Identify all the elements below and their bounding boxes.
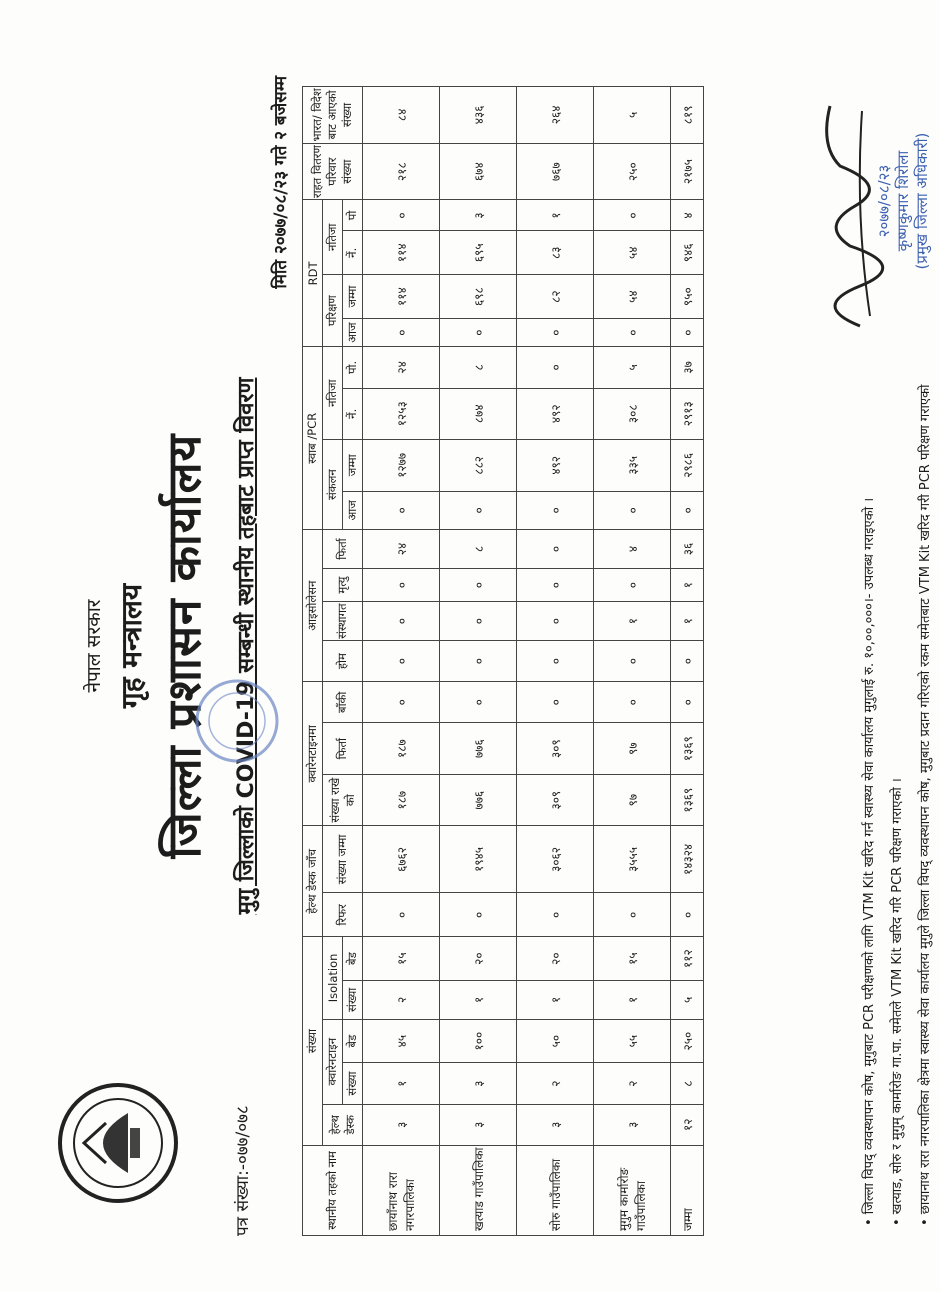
header-today: आज xyxy=(343,491,363,530)
cell-abroad: ८१९ xyxy=(671,87,704,144)
cell-name: मुगुम कार्मारोङ गाउँपालिका xyxy=(594,1145,671,1235)
header-remaining: बाँकी xyxy=(323,682,363,723)
cell-relief: ६७४ xyxy=(440,143,517,200)
table-row xyxy=(363,87,440,1236)
header-isolation: Isolation xyxy=(323,937,343,1019)
cell-rtotal: ५४ xyxy=(594,275,671,319)
government-name: नेपाल सरकार xyxy=(83,599,105,693)
cell-rem: ० xyxy=(440,682,517,723)
header-total: जम्मा xyxy=(343,440,363,492)
cell-today: ० xyxy=(517,491,594,530)
cell-home: ० xyxy=(671,640,704,681)
letter-number: पत्र संख्या:-०७७/०७८ xyxy=(233,1105,253,1236)
cell-ref: ० xyxy=(363,893,440,937)
cell-hd: ३ xyxy=(440,1104,517,1145)
cell-rneg: ९४६ xyxy=(671,231,704,275)
cell-rneg: ५४ xyxy=(594,231,671,275)
header-referred: रिफर xyxy=(323,893,363,937)
rotated-document xyxy=(40,56,933,1236)
cell-inst: ० xyxy=(363,602,440,641)
cell-today: ० xyxy=(363,491,440,530)
cell-ret2: ४ xyxy=(594,530,671,569)
note-item: • छायानाथ रारा नगरपालिका क्षेत्रमा स्वास्थ्य सेवा कार्यालय मुगुले जिल्ला विपद् व्यवस्थापन कोष, मुगुबाट प्रदान गरिएको रकम समेतबाट VTM Kit खरिद गरी PCR परिक्षण गराएको xyxy=(912,76,940,1226)
ministry-name: गृह मन्त्रालय xyxy=(115,583,148,709)
header-local: स्थानीय तहको नाम xyxy=(303,1145,363,1235)
cell-relief: २५० xyxy=(594,143,671,200)
cell-hdtotal: ६७६२ xyxy=(363,826,440,893)
cell-relief: २१७५ xyxy=(671,143,704,200)
note-item: • जिल्ला विपद् व्यवस्थापन कोष, मुगुबाट PCR परीक्षणको लागि VTM Kit खरिद गर्न स्वास्थ्य सेवा कार्यालय मुगुलाई रु. १०,००,०००।- उपलब्ध गराइएको । xyxy=(856,76,884,1226)
cell-isobed: २० xyxy=(517,937,594,981)
header-bed: बेड xyxy=(343,1019,363,1063)
header-rdt-today: आज xyxy=(343,318,363,346)
cell-hd: ३ xyxy=(594,1104,671,1145)
cell-rtoday: ० xyxy=(671,318,704,346)
cell-total: ३३५ xyxy=(594,440,671,492)
cell-today: ० xyxy=(671,491,704,530)
cell-rpos: ३ xyxy=(440,200,517,231)
cell-hdtotal: १४३२४ xyxy=(671,826,704,893)
cell-today: ० xyxy=(594,491,671,530)
cell-qbed: ५० xyxy=(517,1019,594,1063)
header-result: नतिजा xyxy=(323,347,343,440)
cell-today: ० xyxy=(440,491,517,530)
cell-ref: ० xyxy=(594,893,671,937)
cell-neg: ३०८ xyxy=(594,388,671,440)
cell-rem: ० xyxy=(671,682,704,723)
cell-iso: १ xyxy=(517,981,594,1020)
header-quarantine: क्वारेनटाइन xyxy=(323,1019,343,1104)
cell-q: २ xyxy=(594,1063,671,1104)
cell-neg: ४९२ xyxy=(517,388,594,440)
cell-q: ३ xyxy=(440,1063,517,1104)
cell-ret2: २४ xyxy=(363,530,440,569)
header-pcr: स्वाब /PCR xyxy=(303,347,323,530)
header-collection: संकलन xyxy=(323,440,343,530)
signature-title: (प्रमुख जिल्ला अधिकारी) xyxy=(913,132,931,270)
cell-death: ० xyxy=(363,568,440,601)
cell-iso: १ xyxy=(440,981,517,1020)
cell-hdtotal: १९४५ xyxy=(440,826,517,893)
cell-total: ४९२ xyxy=(517,440,594,492)
header-kept: संख्या राखे को xyxy=(323,774,363,826)
signature-block xyxy=(875,76,932,326)
cell-inst: १ xyxy=(594,602,671,641)
report-date: मिति २०७७/०८/२३ गते २ बजेसम्म xyxy=(271,76,291,289)
cell-home: ० xyxy=(517,640,594,681)
note-item: • खत्याड, सोरु र मुगुम् कार्मारोङ गा.पा. समेतले VTM Kit खरिद गरि PCR परिक्षण गराएको । xyxy=(884,76,912,1226)
cell-rtoday: ० xyxy=(594,318,671,346)
cell-rem: ० xyxy=(363,682,440,723)
cell-qbed: ४५ xyxy=(363,1019,440,1063)
cell-rneg: ६९५ xyxy=(440,231,517,275)
cell-death: १ xyxy=(671,568,704,601)
office-name: जिल्ला प्रशासन कार्यालय xyxy=(157,433,211,859)
header-health-desk: हेल्थ डेस्क xyxy=(323,1104,363,1145)
cell-rpos: ० xyxy=(363,200,440,231)
header-returned2: फिर्ता xyxy=(323,530,363,569)
cell-abroad: ५ xyxy=(594,87,671,144)
cell-relief: ७६७ xyxy=(517,143,594,200)
cell-death: ० xyxy=(440,568,517,601)
cell-home: ० xyxy=(594,640,671,681)
cell-iso: २ xyxy=(363,981,440,1020)
cell-rpos: ४ xyxy=(671,200,704,231)
cell-ret: १८७ xyxy=(363,723,440,775)
header-abroad: भारत/ विदेश बाट आएको संख्या xyxy=(303,87,363,144)
cell-total: २९८६ xyxy=(671,440,704,492)
table-row xyxy=(517,87,594,1236)
cell-abroad: ८४ xyxy=(363,87,440,144)
cell-hdtotal: ३०६२ xyxy=(517,826,594,893)
cell-inst: ० xyxy=(517,602,594,641)
cell-kept: ७७६ xyxy=(440,774,517,826)
table-row xyxy=(671,87,704,1236)
cell-hd: १२ xyxy=(671,1104,704,1145)
cell-ret: १३६९ xyxy=(671,723,704,775)
cell-ref: ० xyxy=(517,893,594,937)
table-body xyxy=(363,87,704,1236)
header-relief: राहत वितरण परिवार संख्या xyxy=(303,143,363,200)
cell-total: ८८२ xyxy=(440,440,517,492)
cell-kept: १३६९ xyxy=(671,774,704,826)
table-row xyxy=(594,87,671,1236)
office-stamp-icon xyxy=(192,676,282,766)
cell-ret2: ० xyxy=(517,530,594,569)
signature-name: कृष्णकुमार शिरोला xyxy=(894,150,912,252)
cell-isobed: ११२ xyxy=(671,937,704,981)
header-iso-bed: बेड xyxy=(343,937,363,981)
cell-neg: २९१३ xyxy=(671,388,704,440)
cell-q: १ xyxy=(363,1063,440,1104)
header-negative: नें. xyxy=(343,388,363,440)
cell-kept: ९७ xyxy=(594,774,671,826)
header-rdt-neg: नें. xyxy=(343,231,363,275)
header-home: होम xyxy=(323,640,363,681)
cell-iso: १ xyxy=(594,981,671,1020)
cell-rtotal: ९५० xyxy=(671,275,704,319)
cell-ref: ० xyxy=(440,893,517,937)
cell-iso: ५ xyxy=(671,981,704,1020)
cell-kept: १८७ xyxy=(363,774,440,826)
header-iso-count: संख्या xyxy=(343,981,363,1020)
cell-rtoday: ० xyxy=(440,318,517,346)
header-q-section: क्वारेनटाइनमा xyxy=(303,682,323,826)
cell-rneg: ११४ xyxy=(363,231,440,275)
cell-abroad: ४३६ xyxy=(440,87,517,144)
header-rdt: RDT xyxy=(303,200,323,347)
cell-isobed: २० xyxy=(440,937,517,981)
header-rdt-result: नतिजा xyxy=(323,200,343,275)
header-q-count: संख्या xyxy=(343,1063,363,1104)
cell-ref: ० xyxy=(671,893,704,937)
cell-pos: २४ xyxy=(363,347,440,388)
cell-rtotal: ६९८ xyxy=(440,275,517,319)
covid-data-table xyxy=(302,86,704,1236)
cell-neg: ८७४ xyxy=(440,388,517,440)
header-rdt-total: जम्मा xyxy=(343,275,363,319)
header-total-count: संख्या जम्मा xyxy=(323,826,363,893)
cell-inst: १ xyxy=(671,602,704,641)
cell-total: १२७७ xyxy=(363,440,440,492)
cell-pos: ५ xyxy=(594,347,671,388)
table-row xyxy=(440,87,517,1236)
cell-inst: ० xyxy=(440,602,517,641)
cell-abroad: २६४ xyxy=(517,87,594,144)
cell-name: जम्मा xyxy=(671,1145,704,1235)
cell-ret2: ८ xyxy=(440,530,517,569)
cell-pos: ८ xyxy=(440,347,517,388)
cell-qbed: ५५ xyxy=(594,1019,671,1063)
signature-date: २०७७/०८/२३ xyxy=(875,164,893,238)
cell-hd: ३ xyxy=(363,1104,440,1145)
header-institutional: संस्थागत xyxy=(323,602,363,641)
cell-kept: ३०९ xyxy=(517,774,594,826)
header-health-desk-check: हेल्थ डेस्क जाँच xyxy=(303,826,323,937)
cell-name: छायाँनाथ रारा नगरपालिका xyxy=(363,1145,440,1235)
cell-rem: ० xyxy=(594,682,671,723)
cell-hdtotal: ३५५५ xyxy=(594,826,671,893)
cell-isobed: १५ xyxy=(594,937,671,981)
cell-rneg: ८३ xyxy=(517,231,594,275)
cell-ret: ३०९ xyxy=(517,723,594,775)
cell-rem: ० xyxy=(517,682,594,723)
cell-qbed: २५० xyxy=(671,1019,704,1063)
cell-rtotal: ११४ xyxy=(363,275,440,319)
cell-home: ० xyxy=(363,640,440,681)
cell-rpos: ० xyxy=(594,200,671,231)
cell-death: ० xyxy=(594,568,671,601)
cell-rtotal: ८२ xyxy=(517,275,594,319)
cell-q: २ xyxy=(517,1063,594,1104)
cell-pos: ० xyxy=(517,347,594,388)
cell-qbed: १०० xyxy=(440,1019,517,1063)
cell-death: ० xyxy=(517,568,594,601)
cell-hd: ३ xyxy=(517,1104,594,1145)
cell-ret2: ३६ xyxy=(671,530,704,569)
header-positive: पो. xyxy=(343,347,363,388)
header-returned: फिर्ता xyxy=(323,723,363,775)
header-isolation-np: आइसोलेसन xyxy=(303,530,323,682)
header-test: परिक्षण xyxy=(323,275,343,347)
cell-pos: ३७ xyxy=(671,347,704,388)
cell-q: ८ xyxy=(671,1063,704,1104)
cell-name: सोरु गाउँपालिका xyxy=(517,1145,594,1235)
cell-rpos: १ xyxy=(517,200,594,231)
cell-name: खत्याड गाउँपालिका xyxy=(440,1145,517,1235)
cell-rtoday: ० xyxy=(363,318,440,346)
cell-rtoday: ० xyxy=(517,318,594,346)
cell-isobed: १५ xyxy=(363,937,440,981)
header-count: संख्या xyxy=(303,937,323,1146)
header-death: मृत्यु xyxy=(323,568,363,601)
cell-neg: १२५३ xyxy=(363,388,440,440)
cell-ret: ९७ xyxy=(594,723,671,775)
cell-relief: २१८ xyxy=(363,143,440,200)
header-rdt-pos: पो xyxy=(343,200,363,231)
cell-ret: ७७६ xyxy=(440,723,517,775)
cell-home: ० xyxy=(440,640,517,681)
document-subtitle: मुगु जिल्लाको COVID-19 सम्बन्धी स्थानीय तहबाट प्राप्त विवरण xyxy=(234,377,259,915)
